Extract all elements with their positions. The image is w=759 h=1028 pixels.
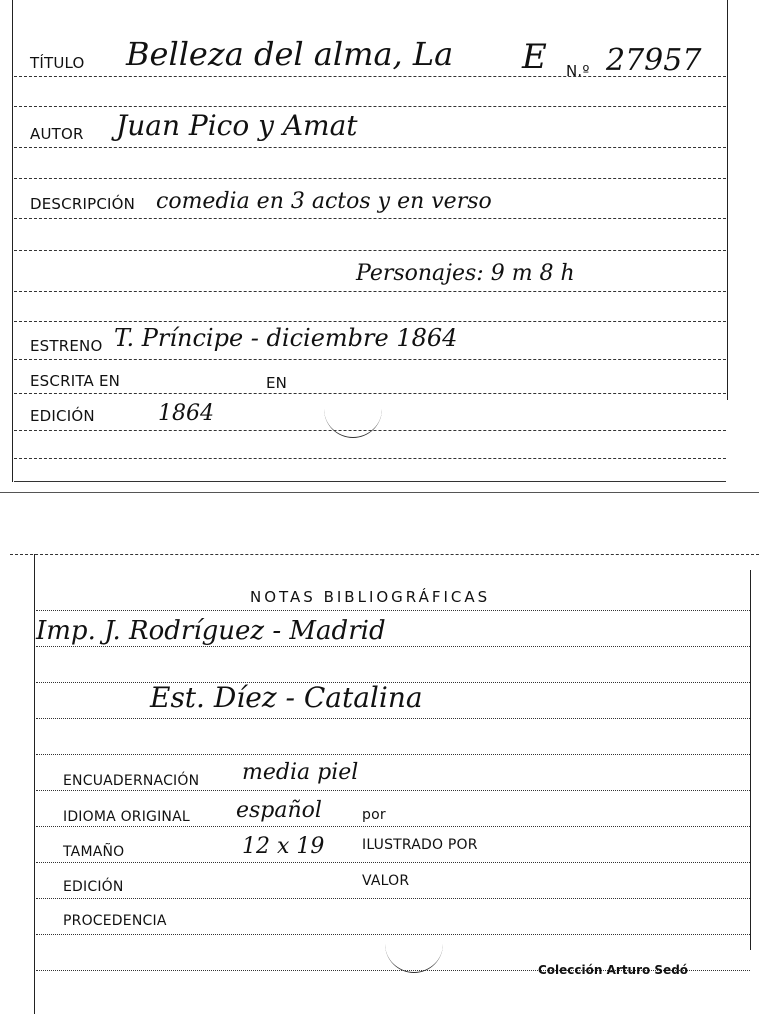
- rule-line: [14, 359, 726, 360]
- card-left-border: [34, 554, 35, 1014]
- numero-value: 27957: [606, 43, 702, 78]
- personajes-value: Personajes: 9 m 8 h: [356, 261, 575, 286]
- card-right-border: [750, 570, 751, 950]
- card-left-border: [12, 0, 13, 482]
- autor-value: Juan Pico y Amat: [116, 109, 358, 142]
- numero-label: N.º: [566, 62, 590, 80]
- idioma-original-label: IDIOMA ORIGINAL: [63, 809, 190, 825]
- encuadernacion-value: media piel: [242, 760, 359, 785]
- titulo-label: TÍTULO: [30, 54, 85, 72]
- note-line-1: Imp. J. Rodríguez - Madrid: [36, 616, 386, 646]
- coleccion-credit: Colección Arturo Sedó: [538, 963, 689, 977]
- rule-line: [14, 481, 726, 482]
- tamano-value: 12 x 19: [242, 834, 325, 859]
- edicion-label: EDICIÓN: [63, 879, 124, 895]
- rule-line: [10, 554, 759, 555]
- rule-line: [36, 790, 750, 791]
- rule-line: [14, 321, 726, 322]
- escrita-en-label: ESCRITA EN: [30, 372, 121, 390]
- rule-line: [14, 458, 726, 459]
- card-right-border: [727, 0, 728, 400]
- tamano-label: TAMAÑO: [63, 844, 125, 860]
- rule-line: [14, 291, 726, 292]
- rule-line: [14, 250, 726, 251]
- en-label: EN: [266, 374, 288, 392]
- titulo-value: Belleza del alma, La: [126, 35, 454, 73]
- card-punch-hole: [324, 397, 382, 438]
- ilustrado-por-label: ILUSTRADO POR: [362, 837, 478, 853]
- rule-line: [36, 898, 750, 899]
- rule-line: [36, 646, 750, 647]
- rule-line: [14, 393, 726, 394]
- estreno-value: T. Príncipe - diciembre 1864: [114, 324, 458, 352]
- note-line-2: Est. Díez - Catalina: [150, 681, 423, 714]
- catalog-card-back: [0, 540, 759, 1028]
- rule-line: [36, 862, 750, 863]
- notas-bibliograficas-heading: NOTAS BIBLIOGRÁFICAS: [250, 588, 491, 606]
- card-separator: [0, 492, 759, 493]
- rule-line: [36, 718, 750, 719]
- catalog-card-front: [0, 0, 759, 500]
- idioma-original-value: español: [236, 798, 322, 823]
- encuadernacion-label: ENCUADERNACIÓN: [63, 773, 200, 789]
- registro-letter: E: [522, 37, 547, 77]
- autor-label: AUTOR: [30, 125, 84, 143]
- por-label: por: [362, 807, 386, 823]
- edicion-value: 1864: [158, 401, 214, 426]
- procedencia-label: PROCEDENCIA: [63, 913, 167, 929]
- rule-line: [36, 610, 750, 611]
- descripcion-label: DESCRIPCIÓN: [30, 195, 136, 213]
- rule-line: [14, 218, 726, 219]
- estreno-label: ESTRENO: [30, 337, 103, 355]
- rule-line: [14, 178, 726, 179]
- rule-line: [14, 106, 726, 107]
- card-punch-hole: [385, 932, 443, 973]
- rule-line: [14, 147, 726, 148]
- edicion-label: EDICIÓN: [30, 407, 95, 425]
- rule-line: [36, 826, 750, 827]
- descripcion-value: comedia en 3 actos y en verso: [156, 189, 492, 214]
- valor-label: VALOR: [362, 873, 410, 889]
- rule-line: [36, 754, 750, 755]
